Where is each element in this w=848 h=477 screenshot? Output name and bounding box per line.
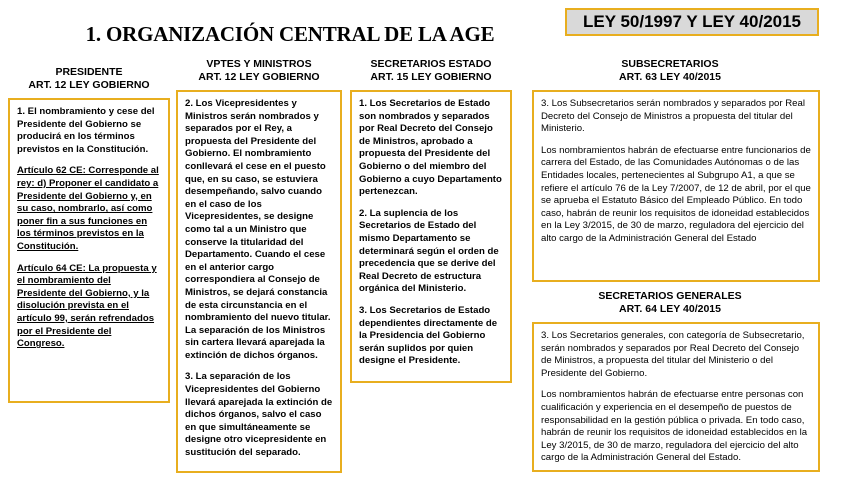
column-header-secretarios-estado-line1: SECRETARIOS ESTADO [370,58,492,70]
page-title: 1. ORGANIZACIÓN CENTRAL DE LA AGE [85,22,495,46]
secretarios-estado-paragraph-1: 1. Los Secretarios de Estado son nombrados y separados por Real Decreto del Consejo de Ministros, aprobado a propuesta del Presidente del Gobierno o del miembro del Gobierno a cuyo Departamento pertenezcan. [359,98,502,198]
subsecretarios-paragraph-2: Los nombramientos habrán de efectuarse entre funcionarios de carrera del Estado, de las Comunidades Autónomas o de las Entidades locales, pertenecientes al Subgrupo A1, a que se refiere el artículo 76 de la Ley 7/2007, de 12 de abril, por el que se aprueba el Estatuto Básico del Empleado Público. En todo caso, habrán de reunir los requisitos de idoneidad establecidos en la Ley 3/2015, de 30 de marzo, reguladora del ejercicio del alto cargo de la Administración General del Estado [541,144,811,244]
secretarios-generales-paragraph-1: 3. Los Secretarios generales, con categoría de Subsecretario, serán nombrados y separados por Real Decreto del Consejo de Ministros, a propuesta del titular del Ministerio o del Presidente del Gobierno. [541,330,805,379]
vptes-paragraph-1: 2. Los Vicepresidentes y Ministros serán nombrados y separados por el Rey, a propuesta del Presidente del Gobierno. El nombramiento conllevará el cese en el puesto que, en su caso, se estuviera desempeñando, salvo cuando en el caso de los Vicepresidentes, se designe como tal a un Ministro que conserve la titularidad del Departamento. Cuando el cese en el anterior cargo correspondiera al Consejo de Ministros, se dejará constancia de esta circunstancia en el nombramiento del nuevo titular. La separación de los Ministros sin cartera llevará aparejada la extinción de dichos órganos. [185,98,331,361]
column-header-vptes-line1: VPTES Y MINISTROS [206,58,312,70]
column-header-secretarios-generales [520,290,820,316]
column-header-presidente-line1: PRESIDENTE [55,66,123,78]
presidente-paragraph-2 [17,165,161,253]
box-presidente [8,98,170,403]
column-header-secretarios-generales-line1: SECRETARIOS GENERALES [598,290,742,302]
column-header-presidente [8,66,170,92]
column-header-secretarios-estado-line2: ART. 15 LEY GOBIERNO [370,71,492,83]
column-header-secretarios-generales-line2: ART. 64 LEY 40/2015 [619,303,721,315]
column-header-secretarios-estado [350,58,512,84]
column-header-subsecretarios-line1: SUBSECRETARIOS [621,58,719,70]
box-subsecretarios [532,90,820,282]
column-header-vptes [176,58,342,84]
subsecretarios-paragraph-1: 3. Los Subsecretarios serán nombrados y separados por Real Decreto del Consejo de Ministros a propuesta del titular del Ministerio. [541,98,805,135]
column-header-subsecretarios-line2: ART. 63 LEY 40/2015 [619,71,721,83]
box-secretarios-generales [532,322,820,472]
box-vptes [176,90,342,473]
column-header-presidente-line2: ART. 12 LEY GOBIERNO [28,79,150,91]
secretarios-estado-paragraph-3: 3. Los Secretarios de Estado dependientes directamente de la Presidencia del Gobierno serán suplidos por quien designe el Presidente. [359,304,498,367]
law-banner: LEY 50/1997 Y LEY 40/2015 [565,8,819,36]
vptes-paragraph-2: 3. La separación de los Vicepresidentes del Gobierno llevará aparejada la extinción de dichos órganos, salvo el caso en que simultáneamente se designe otro vicepresidente en sustitución del separado. [185,371,333,459]
presidente-paragraph-1: 1. El nombramiento y cese del Presidente del Gobierno se producirá en los términos previstos en la Constitución. [17,106,155,155]
column-header-vptes-line2: ART. 12 LEY GOBIERNO [198,71,320,83]
secretarios-generales-paragraph-2: Los nombramientos habrán de efectuarse entre personas con cualificación y experiencia en el desempeño de puestos de responsabilidad en la gestión pública o privada. En todo caso, habrán de reunir los requisitos de idoneidad establecidos en la Ley 3/2015, de 30 de marzo, reguladora del ejercicio del alto cargo de la Administración General del Estado. [541,389,808,464]
box-secretarios-estado [350,90,512,383]
presidente-paragraph-3-text: Artículo 64 CE: La propuesta y el nombramiento del Presidente del Gobierno, y la disolución prevista en el artículo 99, serán refrendados por el Presidente del Congreso. [17,262,157,350]
presidente-paragraph-2-text: Artículo 62 CE: Corresponde al rey: d) Proponer el candidato a Presidente del Gobierno y, en su caso, nombrarlo, así como poner fin a sus funciones en los términos previstos en la Constitución. [17,165,159,252]
column-header-subsecretarios [520,58,820,84]
presidente-paragraph-3 [17,263,161,351]
secretarios-estado-paragraph-2: 2. La suplencia de los Secretarios de Estado del mismo Departamento se determinará según el orden de precedencia que se derive del Real Decreto de estructura orgánica del Ministerio. [359,207,499,295]
